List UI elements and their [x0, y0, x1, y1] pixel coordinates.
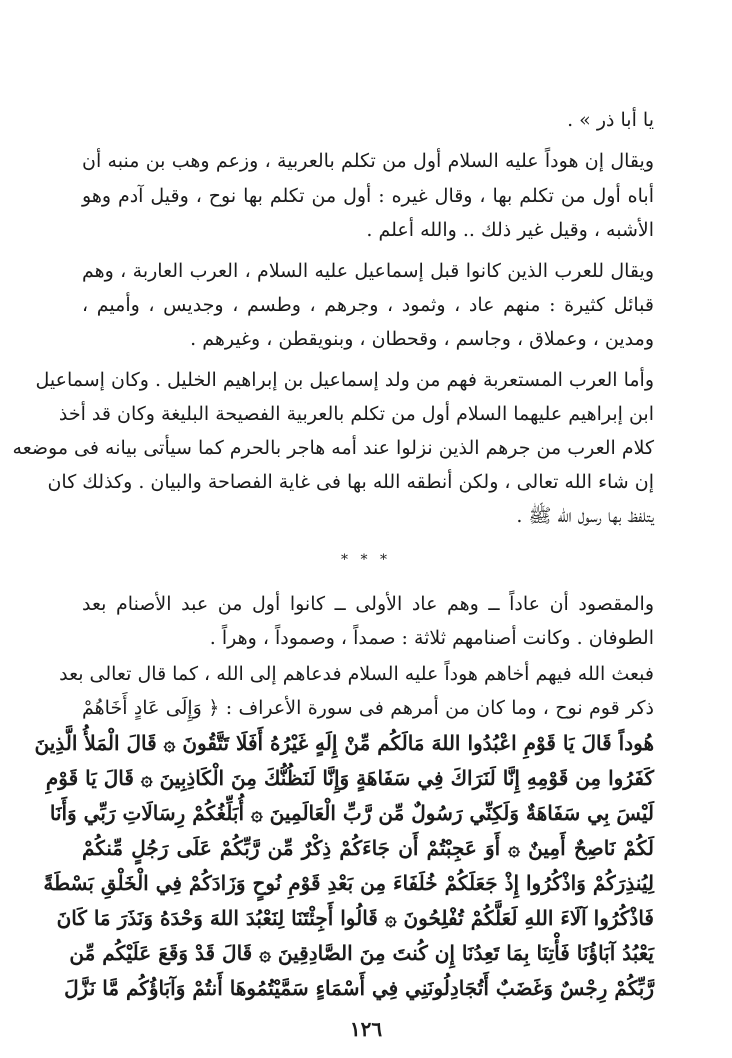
- section-divider: * * *: [341, 552, 391, 568]
- text-line: والمقصود أن عاداً ــ وهم عاد الأولى ــ كانوا أول من عبد الأصنام بعد: [82, 593, 654, 615]
- text-line: الأشبه ، وقيل غير ذلك .. والله أعلم .: [366, 219, 654, 241]
- text-line: ابن إبراهيم عليهما السلام أول من تكلم بالعربية الفصيحة البليغة وكان قد أخذ: [58, 403, 654, 425]
- text-line: ويقال إن هوداً عليه السلام أول من تكلم بالعربية ، وزعم وهب بن منبه أن: [82, 150, 654, 172]
- text-line: ويقال للعرب الذين كانوا قبل إسماعيل عليه السلام ، العرب العاربة ، وهم: [82, 260, 654, 282]
- quran-line: فَاذْكُرُوا آلَاءَ اللهِ لَعَلَّكُمْ تُفْلِحُونَ ۞ قَالُوا أَجِئْتَنَا لِنَعْبُدَ اللهَ وَحْدَهُ وَنَذَرَ مَا كَانَ: [56, 906, 654, 930]
- text-line: أباه أول من تكلم بها ، وقال غيره : أول من تكلم بها نوح ، وقيل آدم وهو: [82, 185, 654, 207]
- text-line: كلام العرب من جرهم الذين نزلوا عند أمه هاجر بالحرم كما سيأتى بيانه فى موضعه: [12, 437, 654, 459]
- text-line: وأما العرب المستعربة فهم من ولد إسماعيل بن إبراهيم الخليل . وكان إسماعيل: [35, 369, 654, 391]
- quran-line: كَفَرُوا مِن قَوْمِهِ إِنَّا لَنَرَاكَ فِي سَفَاهَةٍ وَإِنَّا لَنَظُنُّكَ مِنَ الْكَاذِبِينَ ۞ قَالَ يَا قَوْمِ: [45, 766, 654, 790]
- text-line: إن شاء الله تعالى ، ولكن أنطقه الله بها فى غاية الفصاحة والبيان . وكذلك كان: [47, 471, 654, 493]
- quran-line: هُوداً قَالَ يَا قَوْمِ اعْبُدُوا اللهَ مَالَكُم مِّنْ إِلَهٍ غَيْرُهُ أَفَلَا تَتَّقُونَ ۞ قَالَ الْمَلأُ الَّذِينَ: [34, 731, 654, 755]
- text-line: يا أبا ذر » .: [567, 109, 654, 131]
- quran-line: لَيْسَ بِي سَفَاهَةٌ وَلَكِنِّي رَسُولٌ مِّن رَّبِّ الْعَالَمِينَ ۞ أُبَلِّغُكُمْ رِسَالَاتِ رَبِّي وَأَنَا: [49, 801, 654, 825]
- text-line: قبائل كثيرة : منهم عاد ، وثمود ، وجرهم ، وطسم ، وجديس ، وأميم ،: [82, 294, 654, 316]
- quran-line: لِيُنذِرَكُمْ وَاذْكُرُوا إِذْ جَعَلَكُمْ خُلَفَاءَ مِن بَعْدِ قَوْمِ نُوحٍ وَزَادَكُمْ فِي الْخَلْقِ بَسْطَةً: [43, 871, 654, 895]
- quran-line: رَّبِّكُمْ رِجْسٌ وَغَضَبٌ أَتُجَادِلُونَنِي فِي أَسْمَاءٍ سَمَّيْتُمُوهَا أَنتُمْ وَآبَاؤُكُم مَّا نَزَّلَ: [64, 976, 654, 1000]
- text-line: يتلفظ بها رسول الله ﷺ .: [516, 505, 654, 527]
- page-number: ١٢٦: [349, 1017, 383, 1041]
- quran-line: يَعْبُدُ آبَاؤُنَا فَأْتِنَا بِمَا تَعِدُنَا إِن كُنتَ مِنَ الصَّادِقِينَ ۞ قَالَ قَدْ وَقَعَ عَلَيْكُم مِّن: [69, 941, 654, 965]
- text-line: الطوفان . وكانت أصنامهم ثلاثة : صمداً ، وصموداً ، وهراً .: [209, 627, 654, 649]
- text-line: فبعث الله فيهم أخاهم هوداً عليه السلام فدعاهم إلى الله ، كما قال تعالى بعد: [59, 663, 654, 685]
- text-line: ذكر قوم نوح ، وما كان من أمرهم فى سورة الأعراف : ﴿ وَإِلَى عَادٍ أَخَاهُمْ: [82, 697, 654, 719]
- quran-line: لَكُمْ نَاصِحٌ أَمِينٌ ۞ أَوَ عَجِبْتُمْ أَن جَاءَكُمْ ذِكْرٌ مِّن رَّبِّكُمْ عَلَى رَجُلٍ مِّنكُمْ: [82, 836, 654, 860]
- text-line: ومدين ، وعملاق ، وجاسم ، وقحطان ، وبنويقطن ، وغيرهم .: [190, 328, 654, 350]
